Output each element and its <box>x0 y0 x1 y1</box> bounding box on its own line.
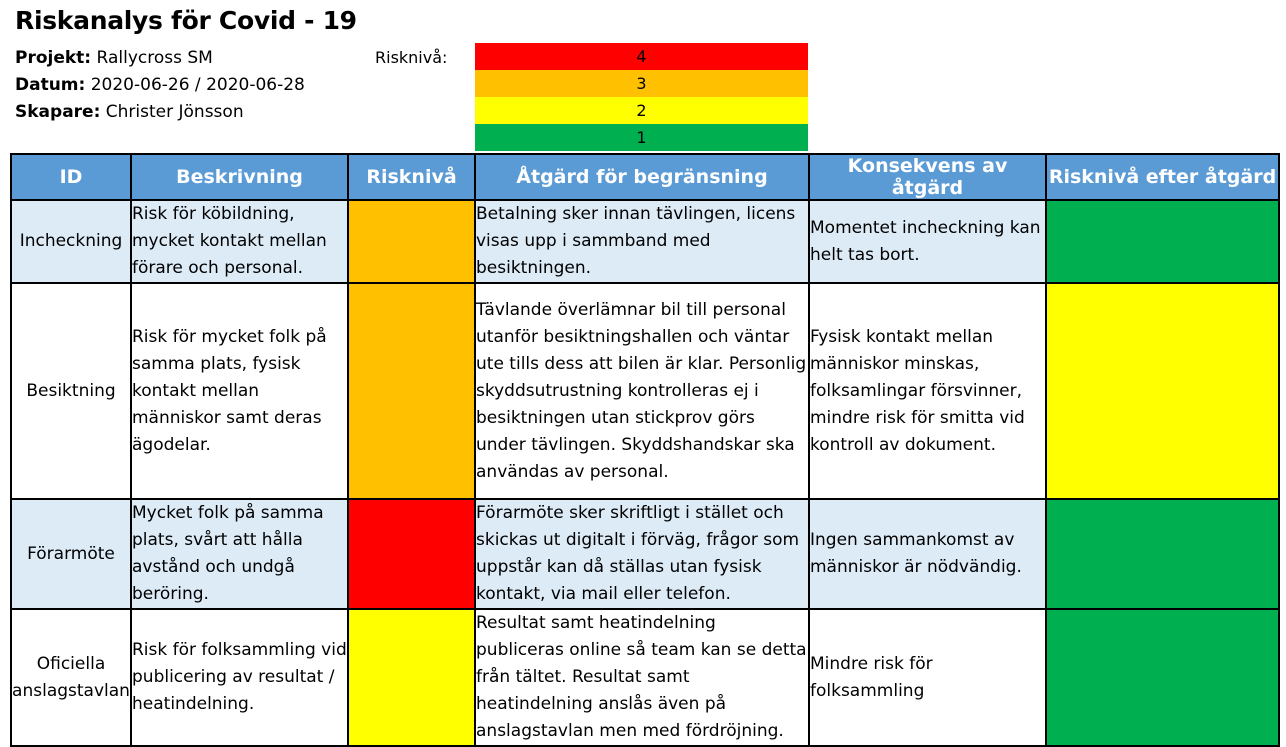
row-description: Risk för mycket folk på samma plats, fysisk kontakt mellan människor samt deras ägodelar. <box>131 283 348 499</box>
row-mitigation: Förarmöte sker skriftligt i stället och skickas ut digitalt i förväg, frågor som uppstår kan då ställas utan fysisk kontakt, via mail eller telefon. <box>475 499 809 609</box>
date-label: Datum: <box>15 75 86 95</box>
table-header-row <box>11 154 1279 200</box>
risk-level-cell <box>348 499 475 609</box>
row-mitigation: Betalning sker innan tävlingen, licens visas upp i sammband med besiktningen. <box>475 200 809 283</box>
risk-level-cell <box>348 609 475 746</box>
row-mitigation: Resultat samt heatindelning publiceras online så team kan se detta från tältet. Resultat samt heatindelning anslås även på anslagstavlan men med fördröjning. <box>475 609 809 746</box>
project-label: Projekt: <box>15 48 92 68</box>
risk-level-legend <box>475 43 808 151</box>
table-row <box>11 283 1279 499</box>
risk-legend-level-4: 4 <box>475 43 808 70</box>
table-row <box>11 200 1279 283</box>
risk-level-cell <box>348 283 475 499</box>
header-risk-level: Risknivå <box>348 154 475 200</box>
row-consequence: Momentet incheckning kan helt tas bort. <box>809 200 1046 283</box>
row-description: Mycket folk på samma plats, svårt att hålla avstånd och undgå beröring. <box>131 499 348 609</box>
row-id: Oficiella anslagstavlan <box>11 609 131 746</box>
row-description: Risk för köbildning, mycket kontakt mellan förare och personal. <box>131 200 348 283</box>
row-consequence: Fysisk kontakt mellan människor minskas, folksamlingar försvinner, mindre risk för smitta vid kontroll av dokument. <box>809 283 1046 499</box>
risk-table <box>10 153 1280 747</box>
risk-level-cell <box>348 200 475 283</box>
row-id: Besiktning <box>11 283 131 499</box>
row-id: Incheckning <box>11 200 131 283</box>
risk-after-cell <box>1046 609 1279 746</box>
risk-after-cell <box>1046 283 1279 499</box>
date-line <box>15 75 305 95</box>
table-row <box>11 609 1279 746</box>
risk-legend-level-2: 2 <box>475 97 808 124</box>
header-mitigation: Åtgärd för begränsning <box>475 154 809 200</box>
row-mitigation: Tävlande överlämnar bil till personal utanför besiktningshallen och väntar ute tills dess att bilen är klar. Personlig skyddsutrustning kontrolleras ej i besiktningen utan stickprov görs under tävlingen. Skyddshandskar ska användas av personal. <box>475 283 809 499</box>
risk-after-cell <box>1046 200 1279 283</box>
creator-label: Skapare: <box>15 102 101 122</box>
date-value: 2020-06-26 / 2020-06-28 <box>90 75 305 95</box>
page-title: Riskanalys för Covid - 19 <box>15 6 357 35</box>
risk-legend-level-3: 3 <box>475 70 808 97</box>
table-row <box>11 499 1279 609</box>
header-id: ID <box>11 154 131 200</box>
header-risk-after: Risknivå efter åtgärd <box>1046 154 1279 200</box>
header-description: Beskrivning <box>131 154 348 200</box>
risk-after-cell <box>1046 499 1279 609</box>
creator-line <box>15 102 244 122</box>
row-id: Förarmöte <box>11 499 131 609</box>
project-line <box>15 48 213 68</box>
row-consequence: Ingen sammankomst av människor är nödvändig. <box>809 499 1046 609</box>
risk-legend-label: Risknivå: <box>375 48 448 67</box>
row-description: Risk för folksammling vid publicering av resultat / heatindelning. <box>131 609 348 746</box>
header-consequence: Konsekvens av åtgärd <box>809 154 1046 200</box>
risk-legend-level-1: 1 <box>475 124 808 151</box>
row-consequence: Mindre risk för folksammling <box>809 609 1046 746</box>
project-value: Rallycross SM <box>96 48 213 68</box>
creator-value: Christer Jönsson <box>105 102 244 122</box>
